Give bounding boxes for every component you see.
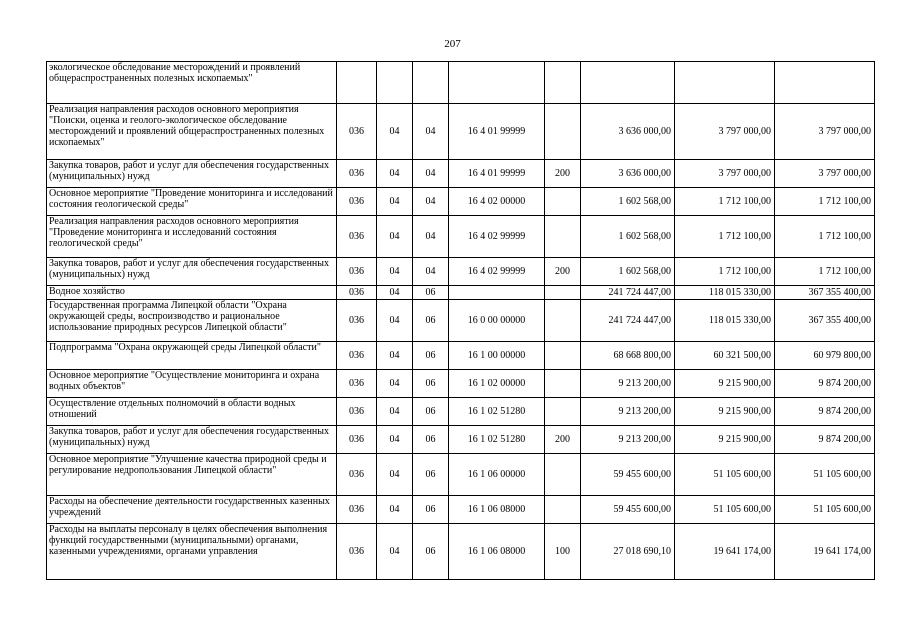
- row-amount-year-2: 19 641 174,00: [675, 524, 775, 580]
- row-target-article: 16 1 06 00000: [449, 454, 545, 496]
- table-row: [47, 524, 875, 580]
- row-name: Закупка товаров, работ и услуг для обеспечения государственных (муниципальных) нужд: [47, 258, 337, 286]
- row-amount-year-2: 1 712 100,00: [675, 258, 775, 286]
- row-subsection-code: 06: [413, 398, 449, 426]
- row-target-article: 16 4 01 99999: [449, 104, 545, 160]
- row-amount-year-2: 9 215 900,00: [675, 398, 775, 426]
- row-target-article: 16 1 06 08000: [449, 524, 545, 580]
- row-amount-year-2: 51 105 600,00: [675, 496, 775, 524]
- row-admin-code: [337, 62, 377, 104]
- row-amount-year-3: 51 105 600,00: [775, 454, 875, 496]
- row-subsection-code: 04: [413, 216, 449, 258]
- table-row: [47, 342, 875, 370]
- row-amount-year-3: 1 712 100,00: [775, 188, 875, 216]
- row-amount-year-3: 367 355 400,00: [775, 286, 875, 300]
- row-admin-code: 036: [337, 426, 377, 454]
- table-row: [47, 398, 875, 426]
- row-section-code: 04: [377, 398, 413, 426]
- row-admin-code: 036: [337, 258, 377, 286]
- row-section-code: 04: [377, 188, 413, 216]
- page-number: 207: [444, 38, 461, 50]
- row-target-article: 16 1 00 00000: [449, 342, 545, 370]
- row-name: Основное мероприятие "Улучшение качества природной среды и регулирование недропользования Липецкой области": [47, 454, 337, 496]
- row-amount-year-1: 3 636 000,00: [581, 160, 675, 188]
- row-name: Государственная программа Липецкой области "Охрана окружающей среды, воспроизводство и рациональное использование природных ресурсов Липецкой области": [47, 300, 337, 342]
- row-section-code: 04: [377, 216, 413, 258]
- row-amount-year-1: 9 213 200,00: [581, 370, 675, 398]
- row-expense-type: 200: [545, 160, 581, 188]
- row-amount-year-1: 3 636 000,00: [581, 104, 675, 160]
- row-name: Расходы на обеспечение деятельности государственных казенных учреждений: [47, 496, 337, 524]
- row-subsection-code: 06: [413, 426, 449, 454]
- row-expense-type: [545, 300, 581, 342]
- row-section-code: 04: [377, 160, 413, 188]
- row-section-code: 04: [377, 426, 413, 454]
- row-amount-year-1: 27 018 690,10: [581, 524, 675, 580]
- row-amount-year-2: 3 797 000,00: [675, 160, 775, 188]
- row-target-article: [449, 286, 545, 300]
- row-amount-year-1: 9 213 200,00: [581, 398, 675, 426]
- row-expense-type: 200: [545, 258, 581, 286]
- row-subsection-code: 06: [413, 496, 449, 524]
- row-name: Осуществление отдельных полномочий в области водных отношений: [47, 398, 337, 426]
- row-amount-year-3: 1 712 100,00: [775, 258, 875, 286]
- row-amount-year-3: 3 797 000,00: [775, 104, 875, 160]
- row-subsection-code: 06: [413, 342, 449, 370]
- row-amount-year-1: 68 668 800,00: [581, 342, 675, 370]
- row-section-code: 04: [377, 370, 413, 398]
- row-name: экологическое обследование месторождений и проявлений общераспространенных полезных ископаемых": [47, 62, 337, 104]
- row-target-article: 16 0 00 00000: [449, 300, 545, 342]
- row-admin-code: 036: [337, 188, 377, 216]
- row-target-article: 16 4 02 99999: [449, 258, 545, 286]
- row-expense-type: [545, 342, 581, 370]
- row-expense-type: 200: [545, 426, 581, 454]
- row-target-article: 16 1 02 51280: [449, 426, 545, 454]
- row-section-code: 04: [377, 342, 413, 370]
- row-section-code: 04: [377, 258, 413, 286]
- row-section-code: 04: [377, 286, 413, 300]
- row-target-article: 16 4 01 99999: [449, 160, 545, 188]
- row-subsection-code: 06: [413, 454, 449, 496]
- row-target-article: 16 4 02 99999: [449, 216, 545, 258]
- row-amount-year-2: 3 797 000,00: [675, 104, 775, 160]
- row-amount-year-2: 1 712 100,00: [675, 188, 775, 216]
- row-subsection-code: [413, 62, 449, 104]
- row-section-code: [377, 62, 413, 104]
- row-admin-code: 036: [337, 286, 377, 300]
- row-admin-code: 036: [337, 370, 377, 398]
- row-amount-year-1: 1 602 568,00: [581, 258, 675, 286]
- row-subsection-code: 04: [413, 188, 449, 216]
- row-expense-type: [545, 188, 581, 216]
- row-amount-year-2: 51 105 600,00: [675, 454, 775, 496]
- budget-table-body: [47, 62, 875, 580]
- row-admin-code: 036: [337, 300, 377, 342]
- row-expense-type: 100: [545, 524, 581, 580]
- row-section-code: 04: [377, 104, 413, 160]
- row-target-article: 16 1 02 00000: [449, 370, 545, 398]
- row-expense-type: [545, 398, 581, 426]
- budget-table: [46, 61, 875, 580]
- row-amount-year-2: 118 015 330,00: [675, 300, 775, 342]
- row-admin-code: 036: [337, 342, 377, 370]
- row-target-article: [449, 62, 545, 104]
- row-amount-year-3: 367 355 400,00: [775, 300, 875, 342]
- row-amount-year-2: 9 215 900,00: [675, 370, 775, 398]
- row-amount-year-2: 118 015 330,00: [675, 286, 775, 300]
- table-row: [47, 454, 875, 496]
- row-amount-year-3: 19 641 174,00: [775, 524, 875, 580]
- row-target-article: 16 4 02 00000: [449, 188, 545, 216]
- row-expense-type: [545, 454, 581, 496]
- row-subsection-code: 04: [413, 160, 449, 188]
- row-expense-type: [545, 104, 581, 160]
- row-amount-year-1: 9 213 200,00: [581, 426, 675, 454]
- row-target-article: 16 1 02 51280: [449, 398, 545, 426]
- row-subsection-code: 06: [413, 370, 449, 398]
- row-amount-year-2: [675, 62, 775, 104]
- row-name: Закупка товаров, работ и услуг для обеспечения государственных (муниципальных) нужд: [47, 160, 337, 188]
- table-row: [47, 160, 875, 188]
- row-subsection-code: 06: [413, 286, 449, 300]
- table-row: [47, 496, 875, 524]
- row-amount-year-2: 1 712 100,00: [675, 216, 775, 258]
- row-expense-type: [545, 370, 581, 398]
- row-name: Реализация направления расходов основного мероприятия "Проведение мониторинга и исследований состояния геологической среды": [47, 216, 337, 258]
- row-expense-type: [545, 216, 581, 258]
- row-admin-code: 036: [337, 160, 377, 188]
- row-admin-code: 036: [337, 216, 377, 258]
- row-amount-year-2: 60 321 500,00: [675, 342, 775, 370]
- row-section-code: 04: [377, 454, 413, 496]
- row-admin-code: 036: [337, 454, 377, 496]
- row-amount-year-3: 9 874 200,00: [775, 398, 875, 426]
- table-row: [47, 104, 875, 160]
- table-row: [47, 370, 875, 398]
- row-admin-code: 036: [337, 104, 377, 160]
- table-row: [47, 286, 875, 300]
- row-target-article: 16 1 06 08000: [449, 496, 545, 524]
- row-subsection-code: 06: [413, 524, 449, 580]
- row-admin-code: 036: [337, 496, 377, 524]
- row-amount-year-3: 9 874 200,00: [775, 370, 875, 398]
- row-subsection-code: 04: [413, 104, 449, 160]
- table-row: [47, 258, 875, 286]
- row-section-code: 04: [377, 300, 413, 342]
- row-amount-year-3: 9 874 200,00: [775, 426, 875, 454]
- row-admin-code: 036: [337, 398, 377, 426]
- row-name: Основное мероприятие "Проведение мониторинга и исследований состояния геологической среды": [47, 188, 337, 216]
- row-expense-type: [545, 496, 581, 524]
- row-section-code: 04: [377, 496, 413, 524]
- row-amount-year-1: 1 602 568,00: [581, 188, 675, 216]
- row-amount-year-2: 9 215 900,00: [675, 426, 775, 454]
- row-amount-year-1: 241 724 447,00: [581, 300, 675, 342]
- table-row: [47, 426, 875, 454]
- table-row: [47, 62, 875, 104]
- row-amount-year-3: 1 712 100,00: [775, 216, 875, 258]
- row-amount-year-1: 59 455 600,00: [581, 496, 675, 524]
- row-amount-year-3: 60 979 800,00: [775, 342, 875, 370]
- row-name: Подпрограмма "Охрана окружающей среды Липецкой области": [47, 342, 337, 370]
- row-amount-year-3: 3 797 000,00: [775, 160, 875, 188]
- row-admin-code: 036: [337, 524, 377, 580]
- row-amount-year-3: [775, 62, 875, 104]
- row-name: Реализация направления расходов основного мероприятия "Поиски, оценка и геолого-экологическое обследование месторождений и проявлений общераспространенных полезных ископаемых": [47, 104, 337, 160]
- row-amount-year-1: 241 724 447,00: [581, 286, 675, 300]
- table-row: [47, 188, 875, 216]
- row-expense-type: [545, 286, 581, 300]
- row-name: Расходы на выплаты персоналу в целях обеспечения выполнения функций государственными (муниципальными) органами, казенными учреждениями, органами управления: [47, 524, 337, 580]
- row-amount-year-1: [581, 62, 675, 104]
- row-subsection-code: 04: [413, 258, 449, 286]
- table-row: [47, 300, 875, 342]
- row-subsection-code: 06: [413, 300, 449, 342]
- row-amount-year-1: 1 602 568,00: [581, 216, 675, 258]
- row-name: Водное хозяйство: [47, 286, 337, 300]
- row-amount-year-3: 51 105 600,00: [775, 496, 875, 524]
- row-name: Закупка товаров, работ и услуг для обеспечения государственных (муниципальных) нужд: [47, 426, 337, 454]
- row-amount-year-1: 59 455 600,00: [581, 454, 675, 496]
- row-expense-type: [545, 62, 581, 104]
- table-row: [47, 216, 875, 258]
- row-name: Основное мероприятие "Осуществление мониторинга и охрана водных объектов": [47, 370, 337, 398]
- row-section-code: 04: [377, 524, 413, 580]
